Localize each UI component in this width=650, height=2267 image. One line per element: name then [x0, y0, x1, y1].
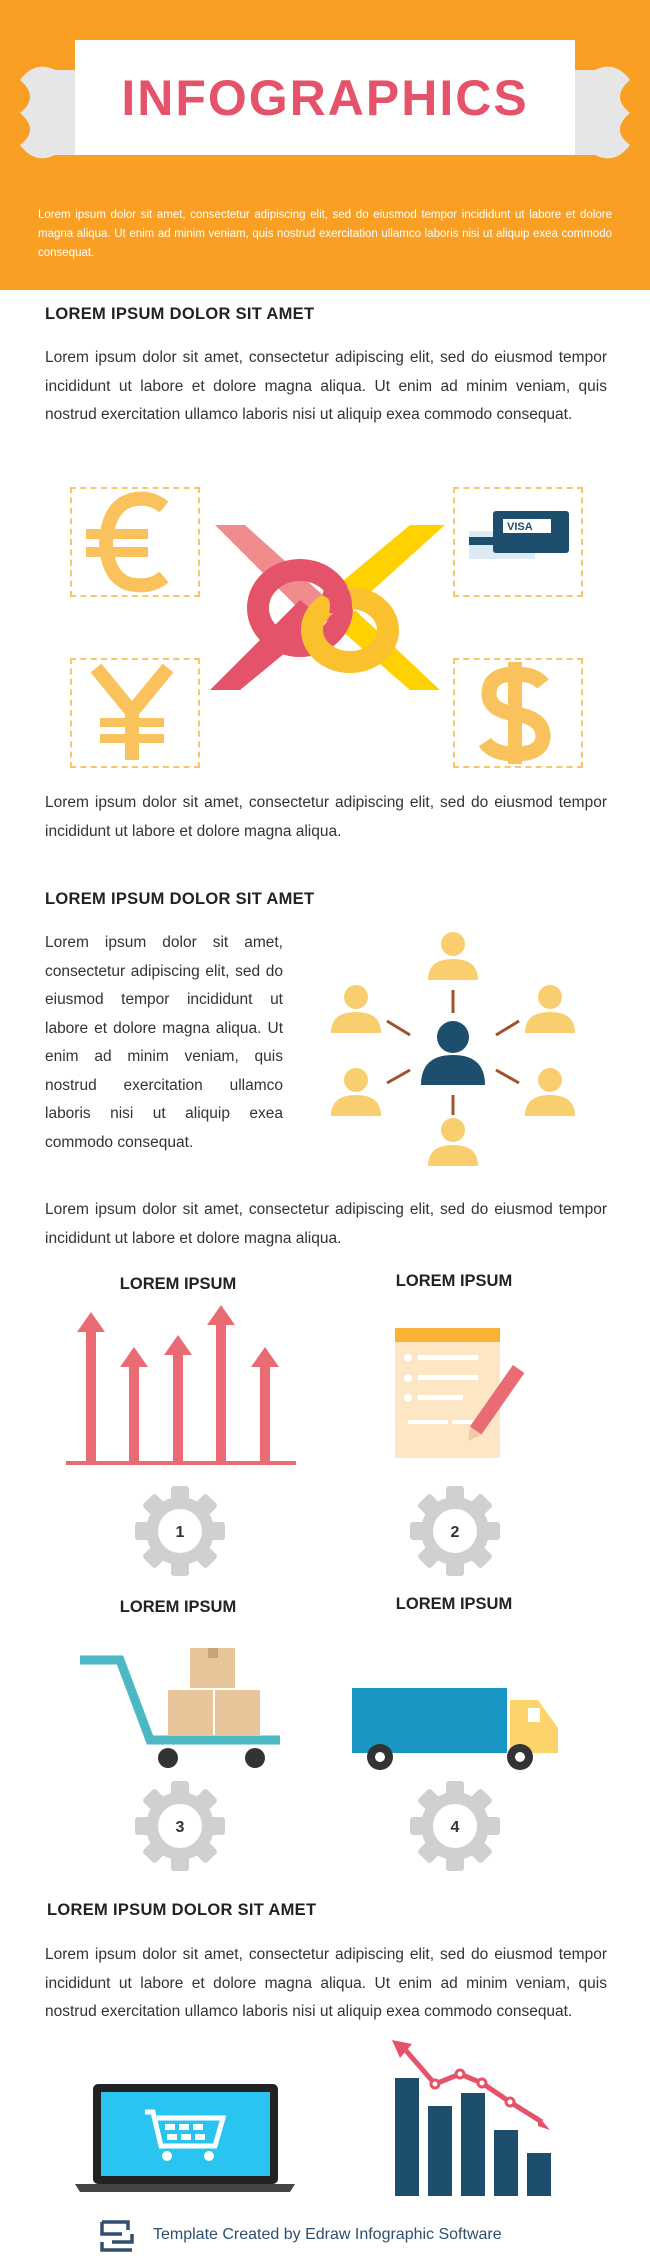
section3-paragraph: Lorem ipsum dolor sit amet, consectetur adipiscing elit, sed do eiusmod tempor incididunt ut labore et dolore magna aliqua. Ut enim ad minim veniam, quis nostrud exercitation ullamco laboris nisi ut aliquip exea commodo consequat. — [45, 1946, 607, 2020]
credit-card-icon — [455, 489, 581, 595]
gear-3-icon — [134, 1780, 226, 1872]
card-frame — [453, 487, 583, 597]
checklist-icon — [390, 1320, 520, 1460]
footer-credit: Template Created by Edraw Infographic Software — [153, 2226, 502, 2243]
step2-label: LOREM IPSUM — [395, 1272, 513, 1290]
dollar-frame — [453, 658, 583, 768]
page-title: INFOGRAPHICS — [75, 40, 575, 155]
gear-1-number: 1 — [175, 1524, 185, 1541]
gear-2-icon — [409, 1485, 501, 1577]
section1-paragraph: Lorem ipsum dolor sit amet, consectetur adipiscing elit, sed do eiusmod tempor incididunt ut labore et dolore magna aliqua. Ut enim ad minim veniam, quis nostrud exercitation ullamco laboris nisi ut aliquip exea commodo consequat. — [45, 349, 607, 423]
laptop-cart-icon — [75, 2080, 295, 2195]
section2-after-paragraph: Lorem ipsum dolor sit amet, consectetur adipiscing elit, sed do eiusmod tempor incididunt ut labore et dolore magna aliqua. — [45, 1201, 607, 1247]
step4-label: LOREM IPSUM — [395, 1595, 513, 1613]
section2-side-paragraph: Lorem ipsum dolor sit amet, consectetur adipiscing elit, sed do eiusmod tempor incididunt ut labore et dolore magna aliqua. Ut enim ad minim veniam, quis nostrud exercitation ullamco laboris nisi ut aliquip exea commodo consequat. — [45, 934, 283, 1151]
growth-arrows-icon — [62, 1302, 302, 1467]
dollar-icon — [455, 660, 581, 766]
edraw-logo-icon — [100, 2220, 134, 2252]
section3-heading: LOREM IPSUM DOLOR SIT AMET — [47, 1901, 317, 1919]
section1-after-paragraph: Lorem ipsum dolor sit amet, consectetur adipiscing elit, sed do eiusmod tempor incididunt ut labore et dolore magna aliqua. — [45, 794, 607, 840]
shopping-cart-icon — [75, 1640, 285, 1775]
declining-bar-chart-icon — [390, 2038, 570, 2198]
euro-icon — [72, 489, 198, 595]
header-banner — [0, 0, 650, 290]
section2-heading: LOREM IPSUM DOLOR SIT AMET — [45, 890, 315, 908]
step3-label: LOREM IPSUM — [119, 1598, 237, 1616]
step1-label: LOREM IPSUM — [119, 1275, 237, 1293]
card-visa-text: VISA — [507, 521, 533, 533]
central-person-icon — [421, 1021, 485, 1085]
header-intro: Lorem ipsum dolor sit amet, consectetur adipiscing elit, sed do eiusmod tempor incididunt ut labore et dolore magna aliqua. Ut enim ad minim veniam, quis nostrud exercitation ullamco laboris nisi ut aliquip exea commodo consequat. — [38, 209, 612, 259]
gear-2-number: 2 — [450, 1524, 460, 1541]
euro-frame — [70, 487, 200, 597]
gear-4-icon — [409, 1780, 501, 1872]
network-diagram — [325, 925, 575, 1180]
gear-1-icon — [134, 1485, 226, 1577]
gear-4-number: 4 — [450, 1819, 460, 1836]
section1-heading: LOREM IPSUM DOLOR SIT AMET — [45, 305, 315, 323]
gear-3-number: 3 — [175, 1819, 185, 1836]
chain-link-icon — [205, 520, 450, 700]
delivery-truck-icon — [350, 1680, 560, 1775]
yen-frame — [70, 658, 200, 768]
yen-icon — [72, 660, 198, 766]
